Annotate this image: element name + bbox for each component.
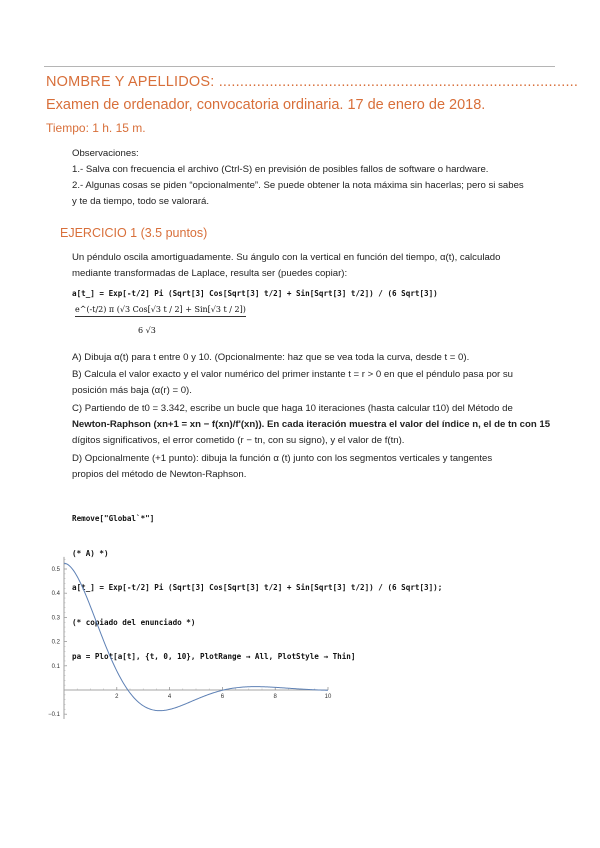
- item-c-line-3: dígitos significativos, el error cometido (r − tn, con su signo), y el valor de f(tn).: [72, 435, 405, 446]
- exercise-intro-line-2: mediante transformadas de Laplace, resulta ser (puedes copiar):: [72, 268, 348, 279]
- observation-1: 1.- Salva con frecuencia el archivo (Ctrl-S) en previsión de posibles fallos de software o hardware.: [72, 164, 489, 175]
- exercise-title: EJERCICIO 1 (3.5 puntos): [60, 226, 208, 240]
- observation-2b: y te da tiempo, todo se valorará.: [72, 196, 210, 207]
- item-c-line-1: C) Partiendo de t0 = 3.342, escribe un bucle que haga 10 iteraciones (hasta calcular t10) del Método de: [72, 403, 513, 414]
- code-definition[interactable]: a[t_] = Exp[-t/2] Pi (Sqrt[3] Cos[Sqrt[3] t/2] + Sin[Sqrt[3] t/2]) / (6 Sqrt[3]): [72, 289, 438, 298]
- exam-title: Examen de ordenador, convocatoria ordinaria. 17 de enero de 2018.: [46, 97, 486, 113]
- output-denominator: 6 √3: [138, 326, 156, 335]
- name-line: NOMBRE Y APELLIDOS: .....................................................................................: [46, 74, 579, 90]
- observations-title: Observaciones:: [72, 148, 139, 159]
- x-tick-label: 6: [220, 694, 225, 700]
- item-d-line-1: D) Opcionalmente (+1 punto): dibuja la función α (t) junto con los segmentos verticales y tangentes: [72, 453, 493, 464]
- item-b-line-2: posición más baja (α(r) = 0).: [72, 385, 192, 396]
- x-tick-label: 8: [273, 694, 277, 700]
- notebook-line-5[interactable]: pa = Plot[a[t], {t, 0, 10}, PlotRange → All, PlotStyle → Thin]: [72, 652, 356, 661]
- item-b-line-1: B) Calcula el valor exacto y el valor numérico del primer instante t = r > 0 en que el péndulo pasa por su: [72, 369, 514, 380]
- item-a: A) Dibuja α(t) para t entre 0 y 10. (Opcionalmente: haz que se vea toda la curva, desde t = 0).: [72, 352, 470, 363]
- output-numerator: e^(-t/2) π (√3 Cos[√3 t / 2] + Sin[√3 t / 2]): [75, 305, 246, 317]
- time-limit: Tiempo: 1 h. 15 m.: [46, 121, 146, 135]
- notebook-line-4[interactable]: (* copiado del enunciado *): [72, 617, 196, 627]
- y-tick-label: 0.3: [51, 615, 60, 622]
- notebook-line-2[interactable]: (* A) *): [72, 548, 109, 558]
- y-tick-label: 0.2: [51, 639, 60, 646]
- y-tick-label: 0.1: [51, 663, 60, 670]
- notebook-line-3[interactable]: a[t_] = Exp[-t/2] Pi (Sqrt[3] Cos[Sqrt[3] t/2] + Sin[Sqrt[3] t/2]) / (6 Sqrt[3]);: [72, 583, 443, 592]
- exercise-intro-line-1: Un péndulo oscila amortiguadamente. Su ángulo con la vertical en función del tiempo, α(t), calculado: [72, 252, 501, 263]
- x-tick-label: 4: [167, 694, 172, 700]
- x-tick-label: 10: [324, 694, 332, 700]
- item-d-line-2: propios del método de Newton-Raphson.: [72, 469, 247, 480]
- observation-2a: 2.- Algunas cosas se piden “opcionalmente”. Se puede obtener la nota máxima sin hacerlas; pero si sabes: [72, 180, 524, 191]
- item-c-line-2: Newton-Raphson (xn+1 = xn − f(xn)/f'(xn)). En cada iteración muestra el valor del índice n, el de tn con 15: [72, 419, 551, 430]
- notebook-line-1[interactable]: Remove["Global`*"]: [72, 514, 155, 523]
- y-tick-label: −0.1: [48, 712, 60, 719]
- y-tick-label: 0.4: [51, 591, 60, 598]
- x-tick-label: 2: [115, 694, 119, 700]
- y-tick-label: 0.5: [51, 567, 60, 573]
